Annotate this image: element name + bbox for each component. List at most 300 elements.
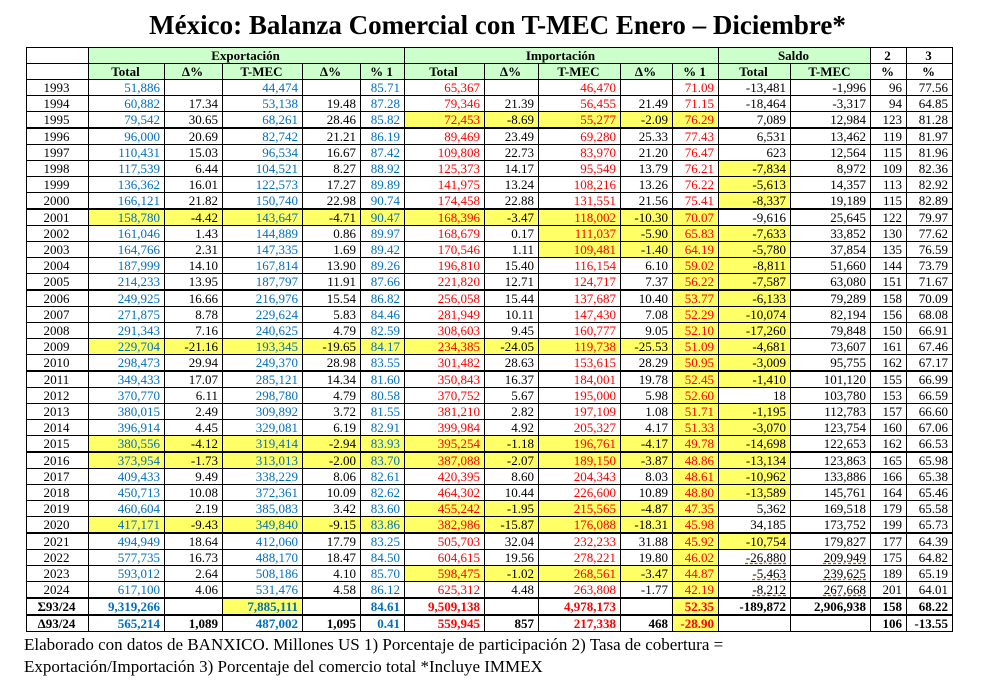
table-row xyxy=(27,533,953,550)
table-cell xyxy=(405,226,485,242)
table-cell xyxy=(223,485,303,501)
table-row xyxy=(27,371,953,388)
table-cell xyxy=(791,582,871,599)
table-cell xyxy=(719,80,791,96)
table-cell xyxy=(719,469,791,485)
table-cell xyxy=(719,371,791,388)
cell-value: 122,653 xyxy=(823,435,866,451)
table-cell xyxy=(871,242,907,258)
table-cell xyxy=(89,161,165,177)
table-cell xyxy=(485,96,539,112)
table-cell xyxy=(361,258,405,274)
cell-value: 4.48 xyxy=(511,581,534,597)
cell-value: 73,607 xyxy=(830,338,866,354)
table-cell xyxy=(871,420,907,436)
table-cell xyxy=(405,420,485,436)
cell-value: 168,396 xyxy=(437,209,480,225)
year-cell: 1996 xyxy=(27,128,89,145)
cell-value: 249,370 xyxy=(255,354,298,370)
cell-value: 87.28 xyxy=(370,95,400,111)
cell-value: 160,777 xyxy=(573,322,616,338)
cell-value: -17,260 xyxy=(745,322,786,338)
cell-value: -3,009 xyxy=(752,354,786,370)
table-cell xyxy=(165,242,223,258)
cell-value: 20.69 xyxy=(188,128,218,144)
table-cell xyxy=(719,582,791,599)
table-cell xyxy=(673,193,719,210)
year-cell: 2007 xyxy=(27,307,89,323)
cell-value: 4.58 xyxy=(333,581,356,597)
cell-value: 67.46 xyxy=(918,338,948,354)
cell-value: 89.97 xyxy=(370,225,400,241)
table-cell xyxy=(165,96,223,112)
table-row xyxy=(27,209,953,226)
table-cell xyxy=(89,290,165,307)
cell-value: 6.19 xyxy=(333,419,356,435)
year-cell: 2011 xyxy=(27,371,89,388)
summary-cell: -28.90 xyxy=(673,615,719,632)
cell-value: 116,154 xyxy=(574,257,616,273)
table-cell xyxy=(405,452,485,469)
table-cell xyxy=(361,242,405,258)
cell-value: 19.48 xyxy=(326,95,356,111)
cell-value: -7,834 xyxy=(752,160,786,176)
table-cell xyxy=(223,290,303,307)
cell-value: 79,542 xyxy=(124,111,160,127)
table-cell xyxy=(485,517,539,534)
table-cell xyxy=(539,533,621,550)
table-cell xyxy=(673,242,719,258)
table-cell xyxy=(89,128,165,145)
cell-value: 176,088 xyxy=(573,516,616,532)
cell-value: 189 xyxy=(882,565,902,581)
cell-value: 53,138 xyxy=(262,95,298,111)
cell-value: 399,984 xyxy=(437,419,480,435)
cell-value: 65,367 xyxy=(444,79,480,95)
cell-value: 349,840 xyxy=(255,516,298,532)
table-cell xyxy=(791,96,871,112)
cell-value: 158,780 xyxy=(117,209,160,225)
cell-value: 115 xyxy=(882,144,902,160)
table-cell xyxy=(907,420,953,436)
table-cell xyxy=(539,485,621,501)
cell-value: 387,088 xyxy=(437,452,480,468)
table-cell xyxy=(405,566,485,582)
cell-value: 76.21 xyxy=(684,160,714,176)
cell-value: 32.04 xyxy=(504,533,534,549)
cell-value: 46,470 xyxy=(580,79,616,95)
cell-value: 84.50 xyxy=(370,549,400,565)
table-cell xyxy=(621,145,673,161)
table-cell xyxy=(907,436,953,453)
table-cell xyxy=(405,209,485,226)
cell-value: 216,976 xyxy=(255,290,298,306)
table-cell xyxy=(719,436,791,453)
cell-value: 42.19 xyxy=(684,581,714,597)
cell-value: 33,852 xyxy=(830,225,866,241)
table-cell xyxy=(719,550,791,566)
cell-value: -1.73 xyxy=(190,452,218,468)
table-cell xyxy=(621,323,673,339)
cell-value: 29.94 xyxy=(188,354,218,370)
table-cell xyxy=(361,501,405,517)
cell-value: 83.93 xyxy=(370,435,400,451)
table-cell xyxy=(719,404,791,420)
cell-value: 113 xyxy=(882,176,902,192)
delta-row xyxy=(27,615,953,632)
table-cell xyxy=(165,307,223,323)
cell-value: 7,089 xyxy=(756,111,786,127)
table-cell xyxy=(871,226,907,242)
cell-value: 56.22 xyxy=(684,273,714,289)
table-row xyxy=(27,452,953,469)
table-cell xyxy=(907,226,953,242)
table-cell xyxy=(539,274,621,291)
table-cell xyxy=(223,161,303,177)
table-cell xyxy=(361,566,405,582)
cell-value: -4.42 xyxy=(190,209,218,225)
year-cell: 2000 xyxy=(27,193,89,210)
table-cell xyxy=(361,355,405,372)
table-cell xyxy=(361,96,405,112)
table-cell xyxy=(165,550,223,566)
year-cell: 2013 xyxy=(27,404,89,420)
cell-value: 65.73 xyxy=(918,516,948,532)
cell-value: 7.16 xyxy=(195,322,218,338)
cell-value: -3,070 xyxy=(752,419,786,435)
summary-cell: 52.35 xyxy=(673,598,719,615)
table-cell xyxy=(223,517,303,534)
cell-value: 83.55 xyxy=(370,354,400,370)
table-row xyxy=(27,96,953,112)
cell-value: 380,556 xyxy=(117,435,160,451)
table-cell xyxy=(485,436,539,453)
saldo-group-header: Saldo xyxy=(719,48,871,64)
table-cell xyxy=(223,258,303,274)
year-cell: 2004 xyxy=(27,258,89,274)
year-cell: 1994 xyxy=(27,96,89,112)
cell-value: 5.83 xyxy=(333,306,356,322)
cell-value: -1,195 xyxy=(752,403,786,419)
summary-cell: 4,978,173 xyxy=(539,598,621,615)
cell-value: 2.49 xyxy=(195,403,218,419)
table-cell xyxy=(621,550,673,566)
subheader-row xyxy=(27,64,953,80)
table-cell xyxy=(303,112,361,129)
cell-value: 157 xyxy=(882,403,902,419)
table-cell xyxy=(485,550,539,566)
cell-value: 173,752 xyxy=(823,516,866,532)
table-cell xyxy=(907,566,953,582)
cell-value: 144 xyxy=(882,257,902,273)
year-cell: 2012 xyxy=(27,388,89,404)
table-cell xyxy=(621,290,673,307)
table-cell xyxy=(223,242,303,258)
table-cell xyxy=(539,307,621,323)
cell-value: 96,534 xyxy=(262,144,298,160)
cell-value: 86.19 xyxy=(370,128,400,144)
table-cell xyxy=(621,404,673,420)
table-cell xyxy=(791,274,871,291)
col2-header: 2 xyxy=(871,48,907,64)
table-cell xyxy=(303,339,361,355)
table-cell xyxy=(791,161,871,177)
table-cell xyxy=(539,161,621,177)
table-cell xyxy=(165,161,223,177)
table-row xyxy=(27,128,953,145)
table-cell xyxy=(621,371,673,388)
cell-value: 51.09 xyxy=(684,338,714,354)
cell-value: 28.98 xyxy=(326,354,356,370)
cell-value: 256,058 xyxy=(437,290,480,306)
cell-value: 10.08 xyxy=(188,484,218,500)
table-cell xyxy=(907,258,953,274)
summary-cell xyxy=(719,615,791,632)
cell-value: 162 xyxy=(882,435,902,451)
table-cell xyxy=(485,582,539,599)
table-cell xyxy=(89,307,165,323)
cell-value: 215,565 xyxy=(573,500,616,516)
cell-value: 101,120 xyxy=(823,371,866,387)
cell-value: 164,766 xyxy=(117,241,160,257)
cell-value: 8.78 xyxy=(195,306,218,322)
subheader-cell: Total xyxy=(719,64,791,80)
table-cell xyxy=(673,436,719,453)
cell-value: 350,843 xyxy=(437,371,480,387)
table-row xyxy=(27,258,953,274)
cell-value: 135 xyxy=(882,241,902,257)
table-row xyxy=(27,582,953,599)
table-cell xyxy=(303,582,361,599)
table-cell xyxy=(539,339,621,355)
table-cell xyxy=(361,323,405,339)
table-cell xyxy=(165,420,223,436)
cell-value: 21.49 xyxy=(638,95,668,111)
table-cell xyxy=(361,145,405,161)
table-cell xyxy=(719,517,791,534)
cell-value: 52.60 xyxy=(684,387,714,403)
table-cell xyxy=(485,258,539,274)
table-cell xyxy=(719,274,791,291)
cell-value: 13.95 xyxy=(188,273,218,289)
cell-value: 71.67 xyxy=(918,273,948,289)
table-cell xyxy=(89,274,165,291)
cell-value: 8.60 xyxy=(511,468,534,484)
cell-value: -21.16 xyxy=(184,338,218,354)
cell-value: 349,433 xyxy=(117,371,160,387)
table-row xyxy=(27,177,953,193)
summary-cell: -13.55 xyxy=(907,615,953,632)
table-cell xyxy=(405,582,485,599)
table-cell xyxy=(907,274,953,291)
summary-cell: 1,095 xyxy=(303,615,361,632)
table-cell xyxy=(719,128,791,145)
cell-value: -26,880 xyxy=(745,549,786,565)
table-cell xyxy=(539,550,621,566)
table-cell xyxy=(621,80,673,96)
table-cell xyxy=(673,96,719,112)
cell-value: 617,100 xyxy=(117,581,160,597)
table-cell xyxy=(539,112,621,129)
table-cell xyxy=(223,582,303,599)
cell-value: 76.22 xyxy=(684,176,714,192)
table-row xyxy=(27,566,953,582)
cell-value: 234,385 xyxy=(437,338,480,354)
year-cell: 1997 xyxy=(27,145,89,161)
cell-value: 150,740 xyxy=(255,192,298,208)
table-cell xyxy=(405,355,485,372)
cell-value: 4.45 xyxy=(195,419,218,435)
cell-value: 232,233 xyxy=(573,533,616,549)
cell-value: 197,109 xyxy=(573,403,616,419)
cell-value: 95,755 xyxy=(830,354,866,370)
table-row xyxy=(27,550,953,566)
table-cell xyxy=(405,436,485,453)
year-cell: 1998 xyxy=(27,161,89,177)
year-cell: 2003 xyxy=(27,242,89,258)
table-cell xyxy=(303,436,361,453)
cell-value: 209,949 xyxy=(823,549,866,565)
cell-value: 71.15 xyxy=(684,95,714,111)
summary-cell: 565,214 xyxy=(89,615,165,632)
cell-value: 103,780 xyxy=(823,387,866,403)
summary-cell: 2,906,938 xyxy=(791,598,871,615)
cell-value: 82.89 xyxy=(918,192,948,208)
cell-value: 22.98 xyxy=(326,192,356,208)
cell-value: 86.12 xyxy=(370,581,400,597)
table-cell xyxy=(719,96,791,112)
group-header-row xyxy=(27,48,953,64)
cell-value: 14,357 xyxy=(830,176,866,192)
cell-value: 13.90 xyxy=(326,257,356,273)
table-cell xyxy=(907,161,953,177)
cell-value: 45.98 xyxy=(684,516,714,532)
cell-value: -4,681 xyxy=(752,338,786,354)
cell-value: 370,752 xyxy=(437,387,480,403)
table-cell xyxy=(539,80,621,96)
table-cell xyxy=(871,550,907,566)
table-cell xyxy=(673,388,719,404)
cell-value: 66.91 xyxy=(918,322,948,338)
cell-value: 268,561 xyxy=(573,565,616,581)
table-cell xyxy=(361,339,405,355)
table-cell xyxy=(871,388,907,404)
table-cell xyxy=(871,566,907,582)
table-cell xyxy=(361,161,405,177)
table-cell xyxy=(621,177,673,193)
cell-value: 166 xyxy=(882,468,902,484)
cell-value: 8.27 xyxy=(333,160,356,176)
cell-value: 86.82 xyxy=(370,290,400,306)
cell-value: 604,615 xyxy=(437,549,480,565)
table-cell xyxy=(907,177,953,193)
table-cell xyxy=(361,388,405,404)
cell-value: 10.44 xyxy=(504,484,534,500)
cell-value: 240,625 xyxy=(255,322,298,338)
table-cell xyxy=(361,290,405,307)
table-cell xyxy=(621,307,673,323)
cell-value: 505,703 xyxy=(437,533,480,549)
cell-value: 372,361 xyxy=(255,484,298,500)
cell-value: 4.06 xyxy=(195,581,218,597)
table-cell xyxy=(907,193,953,210)
cell-value: 18.64 xyxy=(188,533,218,549)
table-cell xyxy=(165,209,223,226)
table-cell xyxy=(303,517,361,534)
cell-value: 85.82 xyxy=(370,111,400,127)
cell-value: 395,254 xyxy=(437,435,480,451)
cell-value: 144,889 xyxy=(255,225,298,241)
table-cell xyxy=(405,533,485,550)
year-cell: 2019 xyxy=(27,501,89,517)
table-cell xyxy=(791,193,871,210)
table-cell xyxy=(871,469,907,485)
table-cell xyxy=(361,307,405,323)
table-cell xyxy=(89,485,165,501)
cell-value: 13.79 xyxy=(638,160,668,176)
cell-value: -3.47 xyxy=(640,565,668,581)
cell-value: 49.78 xyxy=(684,435,714,451)
table-cell xyxy=(719,112,791,129)
cell-value: 85.71 xyxy=(370,79,400,95)
table-cell xyxy=(223,96,303,112)
cell-value: 409,433 xyxy=(117,468,160,484)
table-cell xyxy=(361,177,405,193)
cell-value: 79,346 xyxy=(444,95,480,111)
cell-value: 382,986 xyxy=(437,516,480,532)
table-cell xyxy=(673,420,719,436)
table-cell xyxy=(539,501,621,517)
cell-value: -9.43 xyxy=(190,516,218,532)
table-cell xyxy=(539,96,621,112)
table-cell xyxy=(673,145,719,161)
cell-value: 48.61 xyxy=(684,468,714,484)
table-cell xyxy=(223,145,303,161)
cell-value: 125,373 xyxy=(437,160,480,176)
table-row xyxy=(27,161,953,177)
cell-value: 66.53 xyxy=(918,435,948,451)
table-cell xyxy=(485,307,539,323)
table-cell xyxy=(361,420,405,436)
cell-value: 75.41 xyxy=(684,192,714,208)
table-cell xyxy=(165,193,223,210)
cell-value: 53.77 xyxy=(684,290,714,306)
cell-value: 59.02 xyxy=(684,257,714,273)
table-cell xyxy=(907,112,953,129)
table-cell xyxy=(621,242,673,258)
table-cell xyxy=(405,193,485,210)
table-cell xyxy=(223,177,303,193)
cell-value: 450,713 xyxy=(117,484,160,500)
table-cell xyxy=(485,80,539,96)
cell-value: 204,343 xyxy=(573,468,616,484)
table-row xyxy=(27,469,953,485)
table-cell xyxy=(89,404,165,420)
cell-value: -7,587 xyxy=(752,273,786,289)
table-cell xyxy=(303,420,361,436)
cell-value: 104,521 xyxy=(255,160,298,176)
cell-value: 81.97 xyxy=(918,128,948,144)
footnote xyxy=(24,634,984,678)
subheader-cell: % 1 xyxy=(673,64,719,80)
table-cell xyxy=(89,96,165,112)
cell-value: 15.03 xyxy=(188,144,218,160)
year-cell: 1995 xyxy=(27,112,89,129)
footnote-line-1: Elaborado con datos de BANXICO. Millones US 1) Porcentaje de participación 2) Tasa de cobertura = xyxy=(24,635,724,654)
table-cell xyxy=(907,307,953,323)
table-cell xyxy=(303,128,361,145)
cell-value: 115 xyxy=(882,192,902,208)
